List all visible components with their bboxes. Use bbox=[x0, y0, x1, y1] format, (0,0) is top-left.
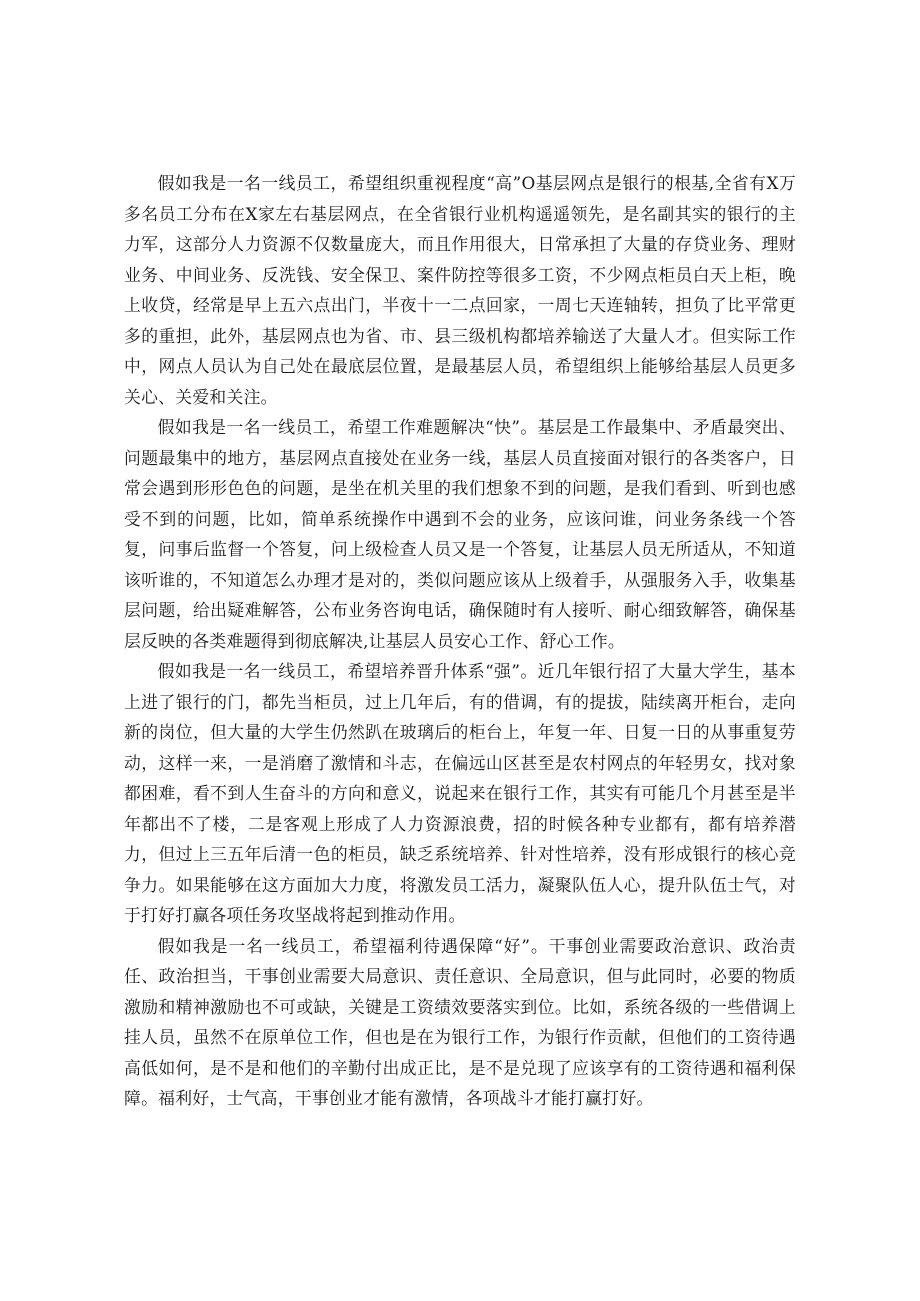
paragraph-training-promotion: 假如我是一名一线员工，希望培养晋升体系“强”。近几年银行招了大量大学生，基本上进了银行的门，都先当柜员，过上几年后，有的借调，有的提拔，陆续离开柜台，走向新的岗位，但大量的大学生仍然趴在玻璃后的柜台上，年复一年、日复一日的从事重复劳动，这样一来，一是消磨了激情和斗志，在偏远山区甚至是农村网点的年轻男女，找对象都困难，看不到人生奋斗的方向和意义，说起来在银行工作，其实有可能几个月甚至是半年都出不了楼，二是客观上形成了人力资源浪费，招的时候各种专业都有，都有培养潜力，但过上三五年后清一色的柜员，缺乏系统培养、针对性培养，没有形成银行的核心竞争力。如果能够在这方面加大力度，将激发员工活力，凝聚队伍人心，提升队伍士气，对于打好打赢各项任务攻坚战将起到推动作用。 bbox=[124, 661, 796, 925]
document-body bbox=[124, 168, 796, 1114]
paragraph-organization-attention: 假如我是一名一线员工，希望组织重视程度“高”O基层网点是银行的根基,全省有X万多名员工分布在X家左右基层网点，在全省银行业机构遥遥领先，是名副其实的银行的主力军，这部分人力资源不仅数量庞大，而且作用很大，日常承担了大量的存贷业务、理财业务、中间业务、反洗钱、安全保卫、案件防控等很多工资，不少网点柜员白天上柜，晚上收贷，经常是早上五六点出门，半夜十一二点回家，一周七天连轴转，担负了比平常更多的重担，此外，基层网点也为省、市、县三级机构都培养输送了大量人才。但实际工作中，网点人员认为自己处在最底层位置，是最基层人员，希望组织上能够给基层人员更多关心、关爱和关注。 bbox=[124, 173, 796, 407]
paragraph-welfare-benefits: 假如我是一名一线员工，希望福利待遇保障“好”。干事创业需要政治意识、政治责任、政治担当，干事创业需要大局意识、责任意识、全局意识，但与此同时，必要的物质激励和精神激励也不可或缺，关键是工资绩效要落实到位。比如，系统各级的一些借调上挂人员，虽然不在原单位工作，但也是在为银行工作，为银行作贡献，但他们的工资待遇高低如何，是不是和他们的辛勤付出成正比，是不是兑现了应该享有的工资待遇和福利保障。福利好，士气高，干事创业才能有激情，各项战斗才能打赢打好。 bbox=[124, 935, 796, 1108]
paragraph-problem-solving: 假如我是一名一线员工，希望工作难题解决“快”。基层是工作最集中、矛盾最突出、问题最集中的地方，基层网点直接处在业务一线，基层人员直接面对银行的各类客户，日常会遇到形形色色的问题，是坐在机关里的我们想象不到的问题，是我们看到、听到也感受不到的问题，比如，简单系统操作中遇到不会的业务，应该问谁，问业务条线一个答复，问事后监督一个答复，问上级检查人员又是一个答复，让基层人员无所适从，不知道该听谁的，不知道怎么办理才是对的，类似问题应该从上级着手，从强服务入手，收集基层问题，给出疑难解答，公布业务咨询电话，确保随时有人接听、耐心细致解答，确保基层反映的各类难题得到彻底解决,让基层人员安心工作、舒心工作。 bbox=[124, 417, 796, 651]
